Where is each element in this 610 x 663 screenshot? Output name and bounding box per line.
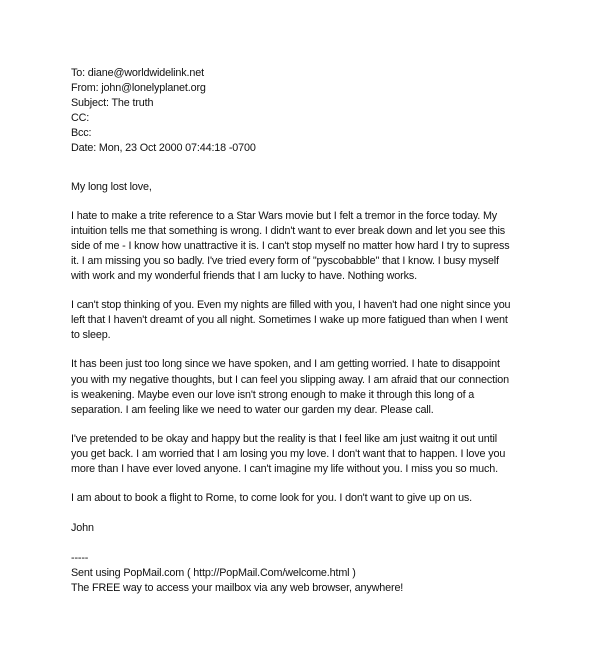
email-document	[71, 66, 599, 597]
to-header: To: diane@worldwidelink.net	[71, 67, 204, 79]
subject-header: Subject: The truth	[71, 97, 154, 110]
email-body	[71, 209, 599, 507]
footer-separator: -----	[71, 552, 89, 565]
greeting: My long lost love,	[71, 180, 152, 193]
bcc-header: Bcc:	[71, 127, 92, 140]
paragraph-line: is weakening. Maybe even our love isn't strong enough to make it through this long of a	[71, 388, 475, 401]
paragraph-line: I can't stop thinking of you. Even my nights are filled with you, I haven't had one night since you	[71, 299, 511, 312]
paragraph-line: you get back. I am worried that I am losing you my love. I don't want that to happen. I love you	[71, 447, 506, 460]
paragraph-line: I hate to make a trite reference to a Star Wars movie but I felt a tremor in the force today. My	[71, 209, 498, 222]
body-paragraph	[71, 298, 599, 343]
email-footer	[71, 551, 599, 596]
paragraph-line: separation. I am feeling like we need to water our garden my dear. Please call.	[71, 403, 434, 416]
paragraph-line: intuition tells me that something is wrong. I didn't want to ever break down and let you see this	[71, 224, 506, 237]
body-paragraph	[71, 491, 599, 506]
paragraph-line: I've pretended to be okay and happy but the reality is that I feel like am just waitng it out until	[71, 432, 497, 445]
paragraph-line: It has been just too long since we have spoken, and I am getting worried. I hate to disappoint	[71, 358, 500, 371]
footer-line-1: Sent using PopMail.com ( http://PopMail.Com/welcome.html )	[71, 567, 356, 580]
body-paragraph	[71, 209, 599, 284]
cc-header: CC:	[71, 112, 90, 125]
paragraph-line: with work and my wonderful friends that I am lucky to have. Nothing works.	[71, 270, 417, 283]
paragraph-line: I am about to book a flight to Rome, to come look for you. I don't want to give up on us.	[71, 492, 473, 505]
email-headers	[71, 66, 599, 157]
paragraph-line: to sleep.	[71, 329, 111, 342]
footer-line-2: The FREE way to access your mailbox via any web browser, anywhere!	[71, 582, 404, 595]
signature: John	[71, 522, 94, 535]
paragraph-line: you with my negative thoughts, but I can feel you slipping away. I am afraid that our connection	[71, 373, 509, 386]
paragraph-line: it. I am missing you so badly. I've tried every form of "pyscobabble" that I know. I busy myself	[71, 254, 499, 267]
date-header: Date: Mon, 23 Oct 2000 07:44:18 -0700	[71, 142, 256, 155]
paragraph-line: more than I have ever loved anyone. I can't imagine my life without you. I miss you so much.	[71, 462, 498, 475]
paragraph-line: left that I haven't dreamt of you all night. Sometimes I wake up more fatigued than when I went	[71, 314, 508, 327]
body-paragraph	[71, 357, 599, 417]
from-header: From: john@lonelyplanet.org	[71, 82, 206, 95]
body-paragraph	[71, 432, 599, 477]
paragraph-line: side of me - I know how unattractive it is. I can't stop myself no matter how hard I try to supress	[71, 239, 510, 252]
